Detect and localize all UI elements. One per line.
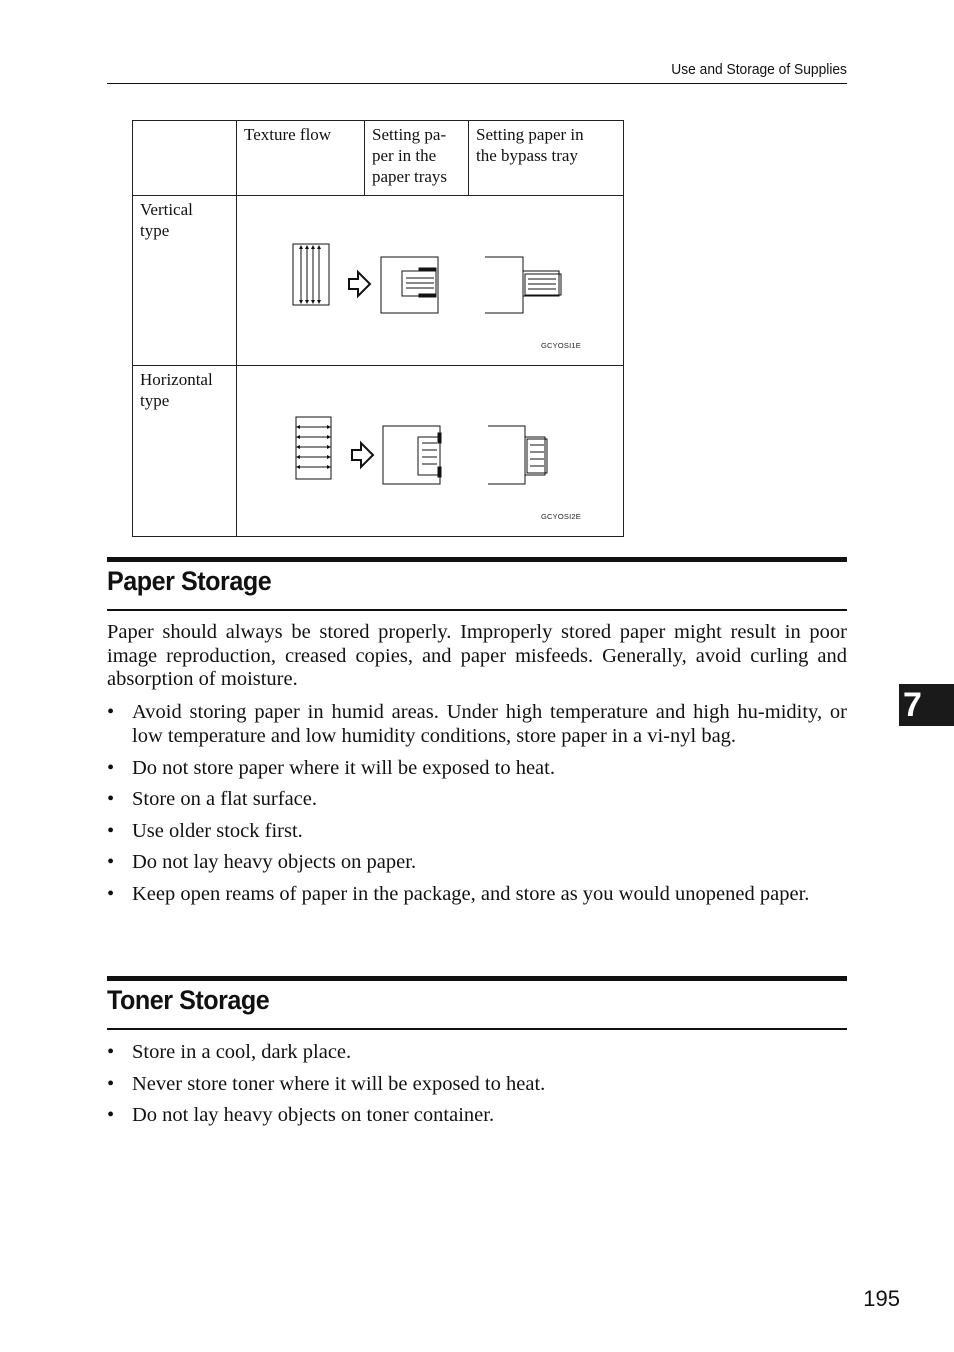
figure-code: GCYOSI2E	[541, 512, 581, 521]
vertical-grain-arrows	[301, 249, 319, 300]
list-item: • Store in a cool, dark place.	[107, 1041, 352, 1063]
bullet-icon: •	[107, 882, 115, 905]
vertical-sheet-icon	[293, 244, 329, 305]
paper-storage-intro: Paper should always be stored properly. Improperly stored paper might result in poor image reproduction, creased copies, and paper misfeeds. Generally, avoid curling and absorption of moisture.	[107, 621, 847, 690]
bypass-tray-icon	[485, 257, 523, 313]
toner-storage-list	[107, 1040, 847, 1135]
header-rule	[107, 83, 847, 84]
bullet-icon: •	[107, 1072, 115, 1095]
paper-direction-table	[132, 120, 624, 537]
bypass-tray-icon	[488, 426, 525, 484]
table-header-bypass-tray: Setting paper in the bypass tray	[468, 120, 624, 196]
section-rule-top	[107, 557, 847, 562]
paper-tray-icon	[381, 257, 438, 313]
arrow-right-icon	[349, 272, 370, 296]
list-item: • Avoid storing paper in humid areas. Under high temperature and high hu-midity, or low temperature and low humidity conditions, store paper in a vi-nyl bag.	[107, 701, 847, 747]
figure-code: GCYOSI1E	[541, 341, 581, 350]
chapter-tab: 7	[899, 684, 954, 726]
horizontal-grain-arrows	[300, 427, 327, 467]
table-header-paper-trays: Setting pa- per in the paper trays	[364, 120, 469, 196]
section-heading-toner-storage: Toner Storage	[107, 985, 270, 1015]
horizontal-sheet-icon	[296, 417, 331, 479]
bullet-icon: •	[107, 1041, 115, 1063]
section-rule-top	[107, 976, 847, 981]
running-header: Use and Storage of Supplies	[671, 61, 847, 78]
list-item: • Do not store paper where it will be exposed to heat.	[107, 756, 555, 779]
row-label-horizontal: Horizontal type	[132, 365, 237, 537]
section-rule-bottom	[107, 1028, 847, 1030]
table-corner-cell	[132, 120, 237, 196]
list-item: • Keep open reams of paper in the package, and store as you would unopened paper.	[107, 882, 810, 905]
list-item: • Do not lay heavy objects on toner container.	[107, 1104, 495, 1126]
bypass-sheet-icon	[525, 437, 545, 475]
bullet-icon: •	[107, 701, 115, 723]
list-item: • Use older stock first.	[107, 819, 303, 842]
list-item: • Do not lay heavy objects on paper.	[107, 851, 417, 873]
list-item: • Store on a flat surface.	[107, 788, 317, 810]
section-rule-bottom	[107, 609, 847, 611]
arrow-right-icon	[352, 443, 373, 467]
bullet-icon: •	[107, 1104, 115, 1126]
bullet-icon: •	[107, 788, 115, 810]
bullet-icon: •	[107, 851, 115, 873]
table-header-texture-flow: Texture flow	[236, 120, 365, 196]
bullet-icon: •	[107, 819, 115, 842]
figure-cell-horizontal	[236, 365, 624, 537]
row-label-vertical: Vertical type	[132, 195, 237, 366]
section-heading-paper-storage: Paper Storage	[107, 566, 272, 596]
page-number: 195	[863, 1286, 900, 1311]
paper-storage-list	[107, 700, 847, 913]
bullet-icon: •	[107, 756, 115, 779]
list-item: • Never store toner where it will be exposed to heat.	[107, 1072, 546, 1095]
figure-cell-vertical	[236, 195, 624, 366]
